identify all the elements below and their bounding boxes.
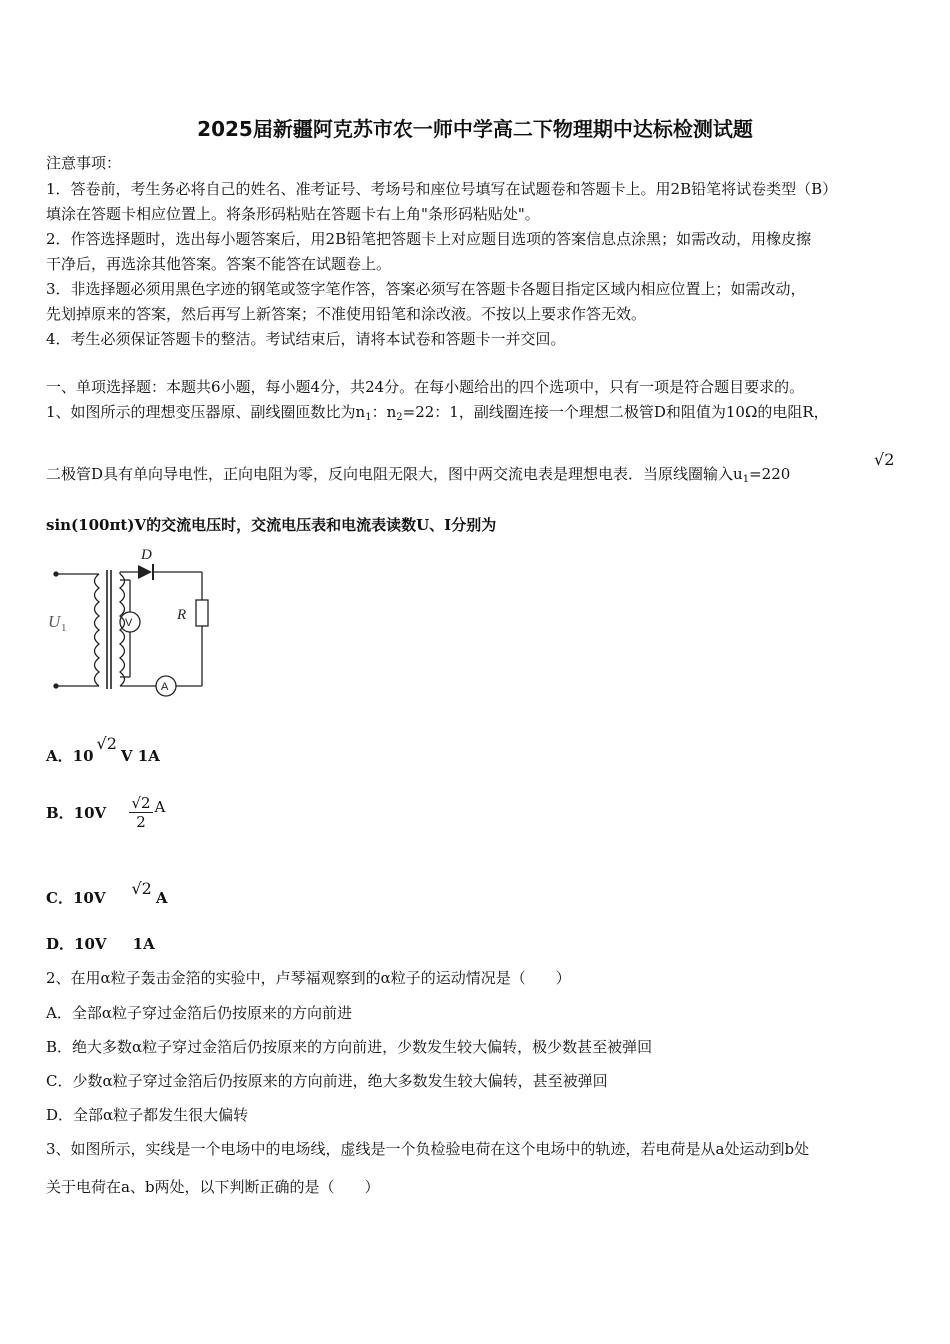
q2-stem: 2、在用α粒子轰击金箔的实验中，卢琴福观察到的α粒子的运动情况是（ ） [46,969,571,987]
notice-line: 4．考生必须保证答题卡的整洁。考试结束后，请将本试卷和答题卡一并交回。 [46,330,566,348]
subscript: 2 [396,412,403,423]
q1-stem-line2 [46,463,790,485]
diode-label: D [141,547,152,563]
notice-line: 3．非选择题必须用黑色字迹的钢笔或签字笔作答，答案必须写在答题卡各题目指定区域内相应位置上；如需改动， [46,280,806,298]
section-heading: 一、单项选择题：本题共6小题，每小题4分，共24分。在每小题给出的四个选项中，只有一项是符合题目要求的。 [46,378,805,396]
fraction [129,794,152,831]
q3-stem-line2: 关于电荷在a、b两处，以下判断正确的是（ ） [46,1178,380,1196]
notice-line: 2．作答选择题时，选出每小题答案后，用2B铅笔把答题卡上对应题目选项的答案信息点涂黑；如需改动，用橡皮擦 [46,230,812,248]
subscript: 1 [742,474,750,485]
q1-text: ：n [371,403,397,421]
q1-option-b [46,794,165,831]
option-text: C．10V [46,889,106,907]
primary-voltage-label: U [48,612,61,631]
notice-heading: 注意事项： [46,154,122,172]
q1-text: =220 [749,465,791,483]
option-text: A [154,797,166,816]
voltmeter-label: V [125,617,133,629]
option-text: A [155,889,168,907]
sqrt-symbol: √2 [874,450,895,469]
q1-stem-line1 [46,401,829,423]
sqrt-symbol: √2 [96,734,117,753]
q1-text: 二极管D具有单向导电性，正向电阻为零，反向电阻无限大，图中两交流电表是理想电表．当原线圈输入u [46,465,743,483]
notice-line: 干净后，再选涂其他答案。答案不能答在试题卷上。 [46,255,392,273]
q3-stem-line1: 3、如图所示，实线是一个电场中的电场线，虚线是一个负检验电荷在这个电场中的轨迹，若电荷是从a处运动到b处 [46,1140,810,1158]
q1-text: =22：1，副线圈连接一个理想二极管D和阻值为10Ω的电阻R， [402,403,829,421]
page-title: 2025届新疆阿克苏市农一师中学高二下物理期中达标检测试题 [197,117,753,141]
q1-stem-line3: sin(100πt)V的交流电压时，交流电压表和电流表读数U、I分别为 [46,516,497,534]
ammeter-label: A [161,681,169,693]
q1-option-c [46,879,168,908]
notice-line: 1．答卷前，考生务必将自己的姓名、准考证号、考场号和座位号填写在试题卷和答题卡上。用2B铅笔将试卷类型（B） [46,180,838,198]
q2-option-c: C．少数α粒子穿过金箔后仍按原来的方向前进，绝大多数发生较大偏转，甚至被弹回 [46,1072,608,1090]
fraction-denominator: 2 [136,813,146,831]
q1-option-a [46,734,160,766]
option-text: A．10 [46,747,94,765]
q2-option-b: B．绝大多数α粒子穿过金箔后仍按原来的方向前进，少数发生较大偏转，极少数甚至被弹回 [46,1038,653,1056]
q1-text: 1、如图所示的理想变压器原、副线圈匝数比为n [46,403,366,421]
sqrt-symbol: √2 [131,879,152,898]
notice-line: 先划掉原来的答案，然后再写上新答案；不准使用铅笔和涂改液。不按以上要求作答无效。 [46,305,647,323]
q2-option-a: A．全部α粒子穿过金箔后仍按原来的方向前进 [46,1004,352,1022]
option-text: B．10V [46,804,107,822]
transformer-circuit-figure [44,546,219,698]
fraction-numerator: √2 [131,794,151,812]
q1-option-d: D．10V 1A [46,935,155,953]
q2-option-d: D．全部α粒子都发生很大偏转 [46,1106,249,1124]
option-text: V 1A [120,747,160,765]
primary-voltage-subscript: 1 [61,622,67,634]
notice-line: 填涂在答题卡相应位置上。将条形码粘贴在答题卡右上角"条形码粘贴处"。 [46,205,540,223]
resistor-label: R [177,607,187,623]
subscript: 1 [365,412,372,423]
